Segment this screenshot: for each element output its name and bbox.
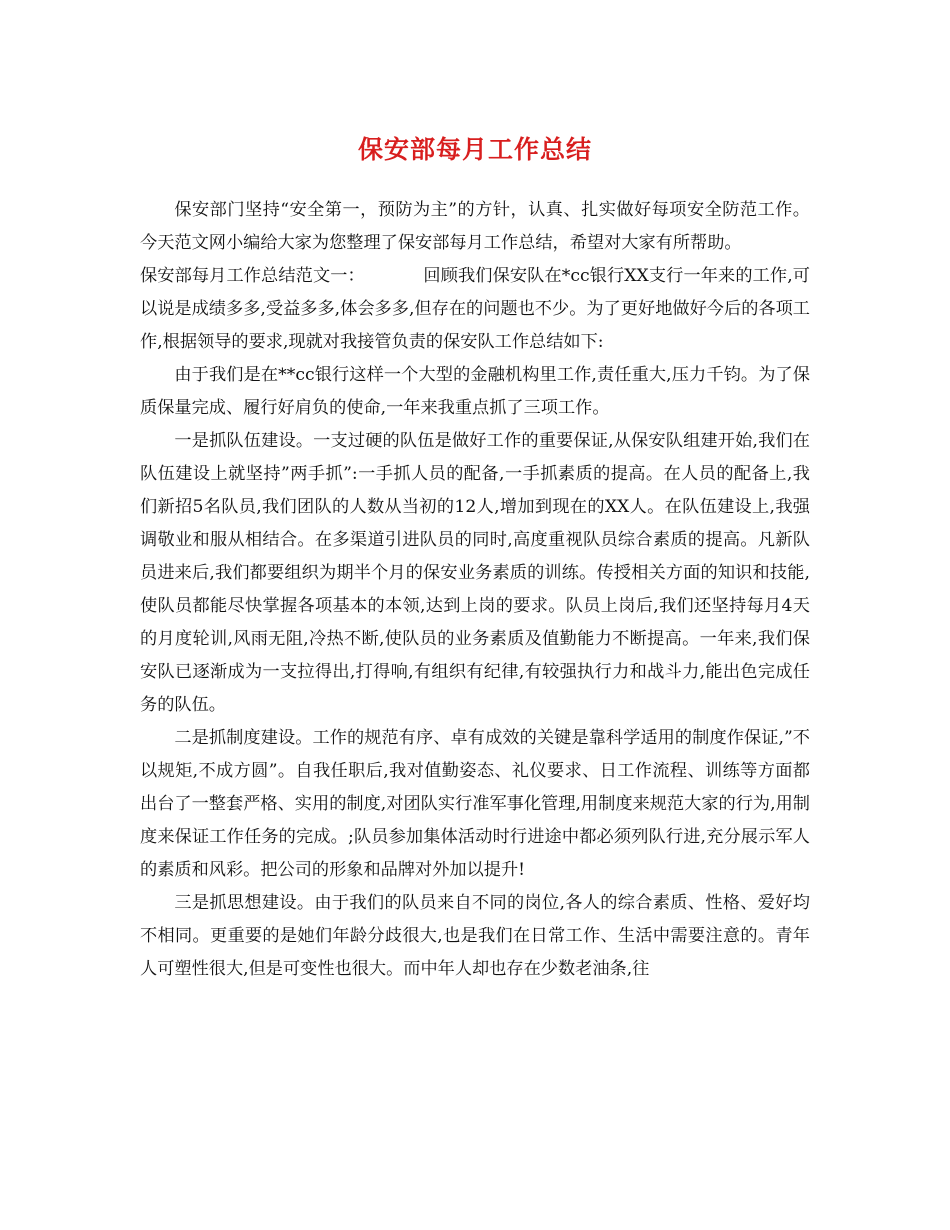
intro-paragraph: 保安部门坚持“安全第一，预防为主”的方针，认真、扎实做好每项安全防范工作。今天范文网小编给大家为您整理了保安部每月工作总结，希望对大家有所帮助。 (140, 200, 810, 253)
section-first-paragraph (140, 260, 810, 359)
body-paragraph-1: 由于我们是在**cc银行这样一个大型的金融机构里工作,责任重大,压力千钧。为了保质保量完成、履行好肩负的使命,一年来我重点抓了三项工作。 (140, 365, 810, 418)
body-paragraph-4: 三是抓思想建设。由于我们的队员来自不同的岗位,各人的综合素质、性格、爱好均不相同。更重要的是她们年龄分歧很大,也是我们在日常工作、生活中需要注意的。青年人可塑性很大,但是可变性也很大。而中年人却也存在少数老油条,往 (140, 893, 810, 979)
body-paragraph-3: 二是抓制度建设。工作的规范有序、卓有成效的关键是靠科学适用的制度作保证,”不以规矩,不成方圆”。自我任职后,我对值勤姿态、礼仪要求、日工作流程、训练等方面都出台了一整套严格、实用的制度,对团队实行准军事化管理,用制度来规范大家的行为,用制度来保证工作任务的完成。;队员参加集体活动时行进途中都必须列队行进,充分展示军人的素质和风彩。把公司的形象和品牌对外加以提升! (140, 728, 810, 880)
document-title: 保安部每月工作总结 (357, 135, 592, 164)
section-label: 保安部每月工作总结范文一： (140, 266, 365, 286)
document-body (140, 194, 810, 986)
section-first-text: 回顾我们保安队在*cc银行XX支行一年来的工作,可以说是成绩多多,受益多多,体会多多,但存在的问题也不少。为了更好地做好今后的各项工作,根据领导的要求,现就对我接管负责的保安队工作总结如下: (140, 266, 810, 352)
body-paragraph-2: 一是抓队伍建设。一支过硬的队伍是做好工作的重要保证,从保安队组建开始,我们在队伍建设上就坚持”两手抓”:一手抓人员的配备,一手抓素质的提高。在人员的配备上,我们新招5名队员,我们团队的人数从当初的12人,增加到现在的XX人。在队伍建设上,我强调敬业和服从相结合。在多渠道引进队员的同时,高度重视队员综合素质的提高。凡新队员进来后,我们都要组织为期半个月的保安业务素质的训练。传授相关方面的知识和技能,使队员都能尽快掌握各项基本的本领,达到上岗的要求。队员上岗后,我们还坚持每月4天的月度轮训,风雨无阻,冷热不断,使队员的业务素质及值勤能力不断提高。一年来,我们保安队已逐渐成为一支拉得出,打得响,有组织有纪律,有较强执行力和战斗力,能出色完成任务的队伍。 (140, 431, 810, 715)
